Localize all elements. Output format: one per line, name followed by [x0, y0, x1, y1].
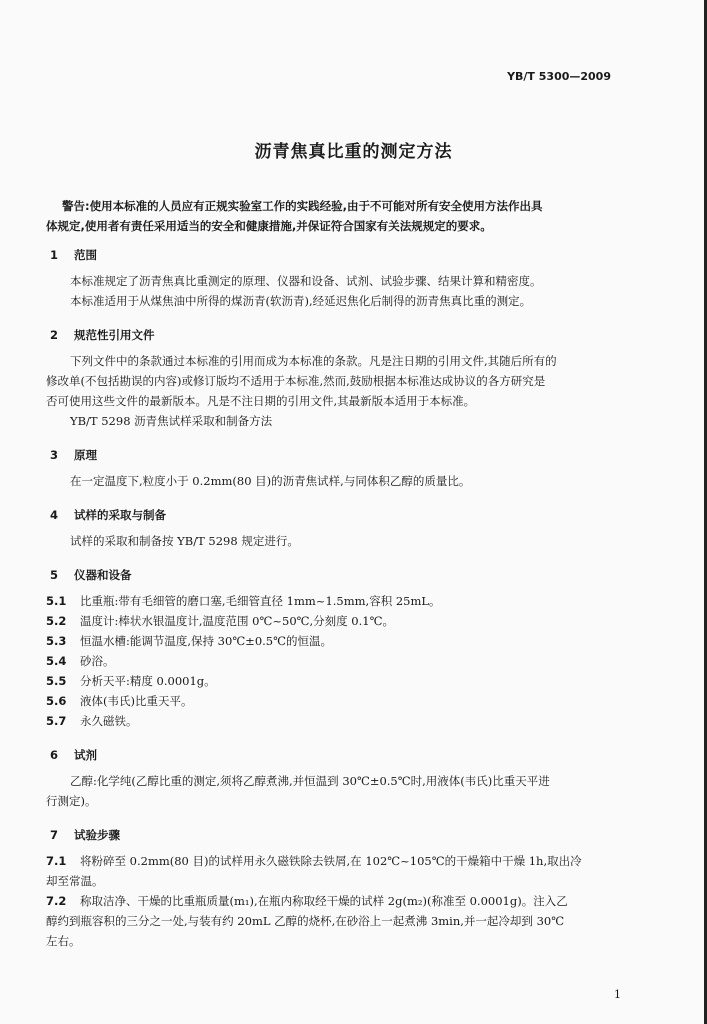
section-2-line-1: 下列文件中的条款通过本标准的引用而成为本标准的条款。凡是注日期的引用文件,其随后所有的: [70, 354, 557, 368]
section-3-para: 在一定温度下,粒度小于 0.2mm(80 目)的沥青焦试样,与同体积乙醇的质量比。: [70, 474, 471, 488]
warning-block: [46, 196, 636, 236]
list-item-continuation: 醇约到瓶容积的三分之一处,与装有约 20mL 乙醇的烧杯,在砂浴上一起煮沸 3min,并一起冷却到 30℃: [46, 914, 565, 928]
list-item: 5.7 永久磁铁。: [46, 714, 138, 728]
list-item: 5.1 比重瓶:带有毛细管的磨口塞,毛细管直径 1mm~1.5mm,容积 25mL。: [46, 594, 441, 608]
section-number: 1: [50, 248, 59, 262]
section-number: 3: [50, 448, 59, 462]
section-number: 5: [50, 568, 59, 582]
section-title: 试验步骤: [74, 828, 120, 842]
list-item: 5.3 恒温水槽:能调节温度,保持 30℃±0.5℃的恒温。: [46, 634, 332, 648]
page-number: 1: [614, 988, 621, 1001]
section-number: 6: [50, 748, 59, 762]
section-1-para-1: 本标准规定了沥青焦真比重测定的原理、仪器和设备、试剂、试验步骤、结果计算和精密度。: [70, 274, 542, 288]
list-item: 5.4 砂浴。: [46, 654, 115, 668]
list-item: 5.2 温度计:棒状水银温度计,温度范围 0℃~50℃,分刻度 0.1℃。: [46, 614, 394, 628]
section-1-heading: [46, 245, 636, 265]
section-number: 4: [50, 508, 59, 522]
section-2-line-3: 否可使用这些文件的最新版本。凡是不注日期的引用文件,其最新版本适用于本标准。: [46, 394, 476, 408]
list-item: 7.2 称取洁净、干燥的比重瓶质量(m₁),在瓶内称取经干燥的试样 2g(m₂)(称准至 0.0001g)。注入乙: [46, 894, 568, 908]
section-5-heading: [46, 565, 636, 585]
warning-line-2: 体规定,使用者有责任采用适当的安全和健康措施,并保证符合国家有关法规规定的要求。: [46, 219, 492, 233]
section-title: 仪器和设备: [74, 568, 132, 582]
page-title: 沥青焦真比重的测定方法: [254, 142, 453, 162]
section-2-line-2: 修改单(不包括勘误的内容)或修订版均不适用于本标准,然而,鼓励根据本标准达成协议的各方研究是: [46, 374, 546, 388]
list-item: 5.5 分析天平:精度 0.0001g。: [46, 674, 216, 688]
section-number: 2: [50, 328, 59, 342]
section-title: 原理: [74, 448, 97, 462]
list-item: 5.6 液体(韦氏)比重天平。: [46, 694, 193, 708]
section-title: 规范性引用文件: [74, 328, 155, 342]
normative-reference: YB/T 5298 沥青焦试样采取和制备方法: [70, 414, 273, 428]
document-body: [46, 196, 636, 951]
list-item: 7.1 将粉碎至 0.2mm(80 目)的试样用永久磁铁除去铁屑,在 102℃~105℃的干燥箱中干燥 1h,取出冷: [46, 854, 582, 868]
section-4-para: 试样的采取和制备按 YB/T 5298 规定进行。: [70, 534, 299, 548]
section-1-para-2: 本标准适用于从煤焦油中所得的煤沥青(软沥青),经延迟焦化后制得的沥青焦真比重的测定。: [70, 294, 532, 308]
section-7-heading: [46, 825, 636, 845]
list-item-continuation: 却至常温。: [46, 874, 104, 888]
section-3-heading: [46, 445, 636, 465]
standard-code: YB/T 5300—2009: [507, 70, 611, 83]
section-title: 范围: [74, 248, 97, 262]
section-title: 试剂: [74, 748, 97, 762]
section-4-heading: [46, 505, 636, 525]
list-item-continuation: 左右。: [46, 934, 81, 948]
section-6-line-1: 乙醇:化学纯(乙醇比重的测定,须将乙醇煮沸,并恒温到 30℃±0.5℃时,用液体(韦氏)比重天平进: [70, 774, 550, 788]
warning-line-1: 警告:使用本标准的人员应有正规实验室工作的实践经验,由于不可能对所有安全使用方法作出具: [62, 199, 543, 213]
section-2-heading: [46, 325, 636, 345]
section-6-heading: [46, 745, 636, 765]
section-title: 试样的采取与制备: [74, 508, 166, 522]
section-number: 7: [50, 828, 59, 842]
section-6-line-2: 行测定)。: [46, 794, 97, 808]
